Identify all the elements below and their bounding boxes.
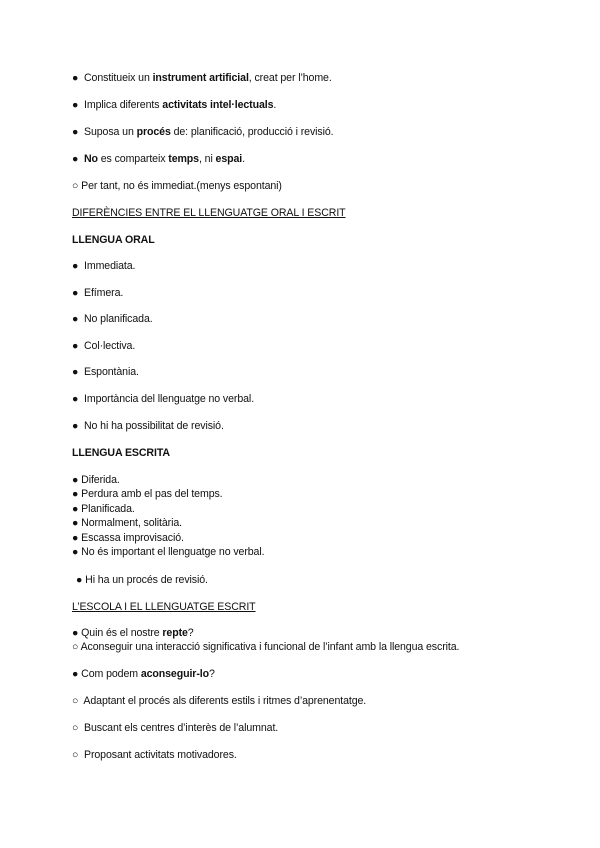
bullet: ● <box>72 488 79 500</box>
oral-item: ● Espontània. <box>72 366 139 378</box>
bullet: ● <box>72 153 79 165</box>
bullet: ● <box>72 517 79 529</box>
bullet: ● <box>72 99 79 111</box>
oral-item: ● Efímera. <box>72 287 124 299</box>
escola-question-2: ● Com podem aconseguir-lo? <box>72 668 215 680</box>
bullet: ● <box>72 313 79 325</box>
bullet: ● <box>72 546 79 558</box>
bullet: ● <box>72 72 79 84</box>
intro-line-5: ○ Per tant, no és immediat.(menys espontani) <box>72 180 282 192</box>
escola-question-1: ● Quin és el nostre repte? <box>72 627 194 639</box>
bullet: ● <box>72 340 79 352</box>
bullet: ● <box>72 532 79 544</box>
bullet: ● <box>72 126 79 138</box>
oral-heading: LLENGUA ORAL <box>72 234 155 246</box>
bullet: ● <box>72 366 79 378</box>
bullet: ○ <box>72 180 79 192</box>
escola-item: ○ Adaptant el procés als diferents estils i ritmes d’aprenentatge. <box>72 695 367 707</box>
bullet: ● <box>72 668 79 680</box>
intro-line-2: ● Implica diferents activitats intel·lectuals. <box>72 99 277 111</box>
section-title-escola: L’ESCOLA I EL LLENGUATGE ESCRIT <box>72 601 256 613</box>
oral-item: ● No hi ha possibilitat de revisió. <box>72 420 224 432</box>
bullet: ○ <box>72 722 79 734</box>
intro-line-1: ● Constitueix un instrument artificial, creat per l’home. <box>72 72 332 84</box>
bullet: ● <box>72 393 79 405</box>
bullet: ○ <box>72 695 79 707</box>
bullet: ● <box>72 420 79 432</box>
oral-item: ● Col·lectiva. <box>72 340 136 352</box>
intro-line-3: ● Suposa un procés de: planificació, producció i revisió. <box>72 126 334 138</box>
escrita-item: ● Planificada. <box>72 503 135 515</box>
bullet: ● <box>72 627 79 639</box>
bullet: ○ <box>72 749 79 761</box>
escrita-heading: LLENGUA ESCRITA <box>72 447 170 459</box>
oral-item: ● Importància del llenguatge no verbal. <box>72 393 255 405</box>
bullet: ○ <box>72 641 79 653</box>
escrita-item: ● Escassa improvisació. <box>72 532 184 544</box>
escola-item: ○ Buscant els centres d’interès de l’alumnat. <box>72 722 279 734</box>
bullet: ● <box>76 574 83 586</box>
escola-item: ○ Proposant activitats motivadores. <box>72 749 237 761</box>
intro-line-4: ● No es comparteix temps, ni espai. <box>72 153 245 165</box>
section-title-differences: DIFERÈNCIES ENTRE EL LLENGUATGE ORAL I ESCRIT <box>72 207 346 219</box>
bullet: ● <box>72 503 79 515</box>
escrita-item: ● Diferida. <box>72 474 120 486</box>
bullet: ● <box>72 474 79 486</box>
oral-item: ● No planificada. <box>72 313 153 325</box>
oral-item: ● Immediata. <box>72 260 136 272</box>
escrita-item: ● No és important el llenguatge no verbal. <box>72 546 265 558</box>
escrita-item: ● Normalment, solitària. <box>72 517 182 529</box>
escrita-item-last: ● Hi ha un procés de revisió. <box>76 574 208 586</box>
escola-answer-1: ○ Aconseguir una interacció significativa i funcional de l’infant amb la llengua escrita. <box>72 641 460 653</box>
bullet: ● <box>72 287 79 299</box>
escrita-item: ● Perdura amb el pas del temps. <box>72 488 223 500</box>
bullet: ● <box>72 260 79 272</box>
